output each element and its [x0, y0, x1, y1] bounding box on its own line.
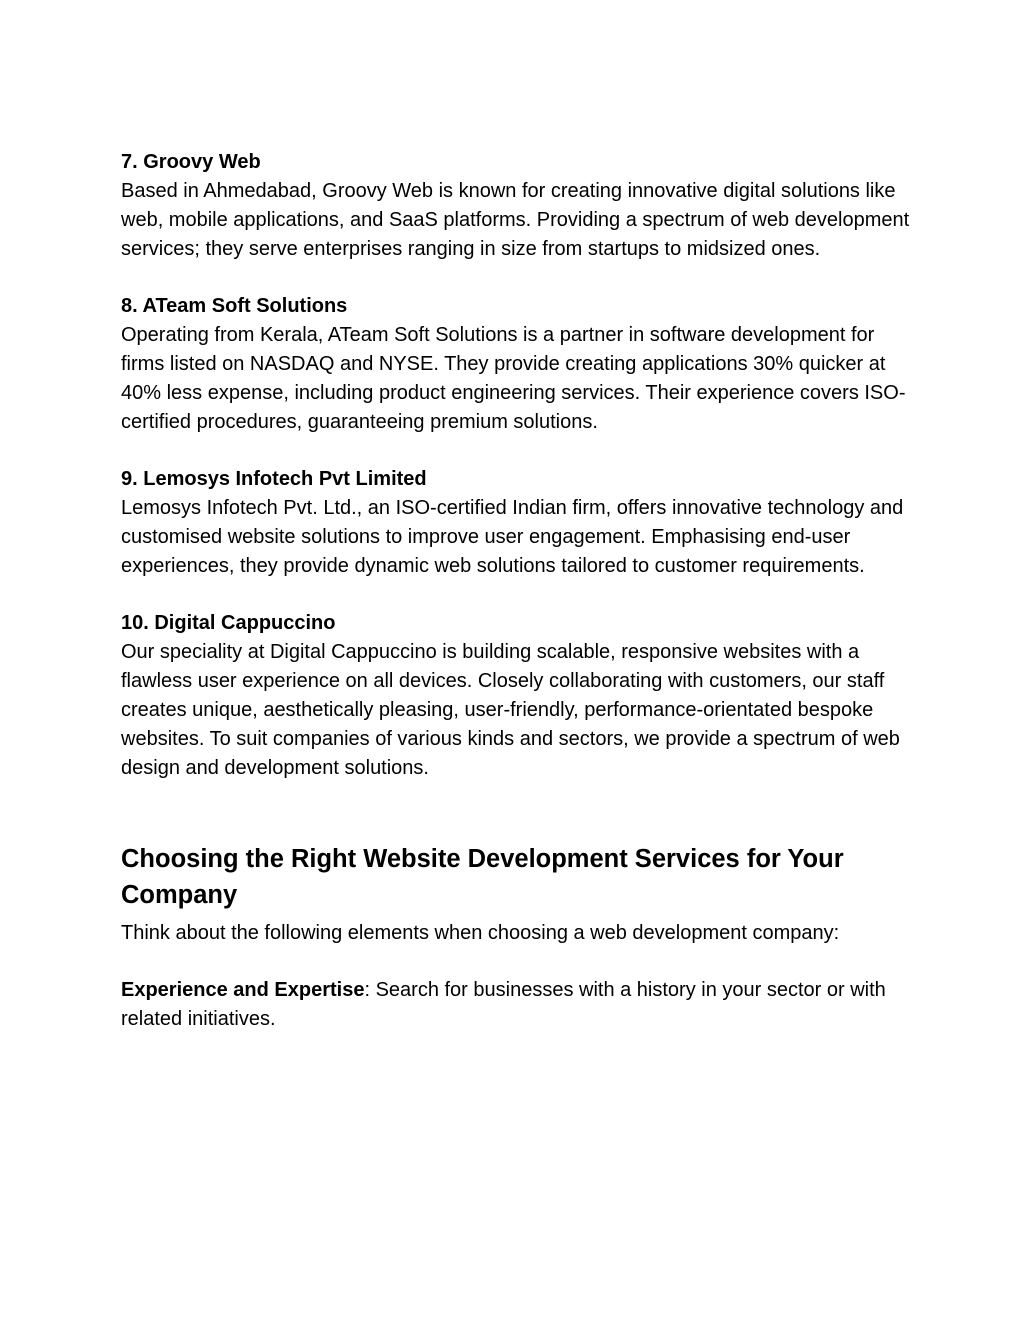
- company-title: 8. ATeam Soft Solutions: [121, 295, 348, 317]
- company-section-lemosys-infotech: [121, 465, 911, 581]
- criterion-text: : Search for businesses with a history in your sector or with related initiatives.: [121, 979, 886, 1030]
- company-section-digital-cappuccino: [121, 609, 911, 783]
- company-section-ateam-soft-solutions: [121, 292, 911, 437]
- company-description: Our speciality at Digital Cappuccino is building scalable, responsive websites with a flawless user experience on all devices. Closely collaborating with customers, our staff creates unique, aesthetically pleasing, user-friendly, performance-orientated bespoke websites. To suit companies of various kinds and sectors, we provide a spectrum of web design and development solutions.: [121, 641, 900, 779]
- company-title: 9. Lemosys Infotech Pvt Limited: [121, 468, 427, 490]
- criterion-paragraph: [121, 976, 911, 1034]
- company-title: 7. Groovy Web: [121, 151, 261, 173]
- company-section-groovy-web: [121, 148, 911, 264]
- document-page: [121, 148, 911, 1034]
- company-title: 10. Digital Cappuccino: [121, 612, 336, 634]
- section-heading: Choosing the Right Website Development Services for Your Company: [121, 845, 844, 909]
- company-description: Lemosys Infotech Pvt. Ltd., an ISO-certified Indian firm, offers innovative technology and customised website solutions to improve user engagement. Emphasising end-user experiences, they provide dynamic web solutions tailored to customer requirements.: [121, 497, 904, 577]
- intro-paragraph: Think about the following elements when choosing a web development company:: [121, 922, 840, 944]
- criterion-label: Experience and Expertise: [121, 979, 365, 1001]
- company-description: Operating from Kerala, ATeam Soft Solutions is a partner in software development for firms listed on NASDAQ and NYSE. They provide creating applications 30% quicker at 40% less expense, including product engineering services. Their experience covers ISO-certified procedures, guaranteeing premium solutions.: [121, 324, 906, 433]
- company-description: Based in Ahmedabad, Groovy Web is known for creating innovative digital solutions like web, mobile applications, and SaaS platforms. Providing a spectrum of web development services; they serve enterprises ranging in size from startups to midsized ones.: [121, 180, 910, 260]
